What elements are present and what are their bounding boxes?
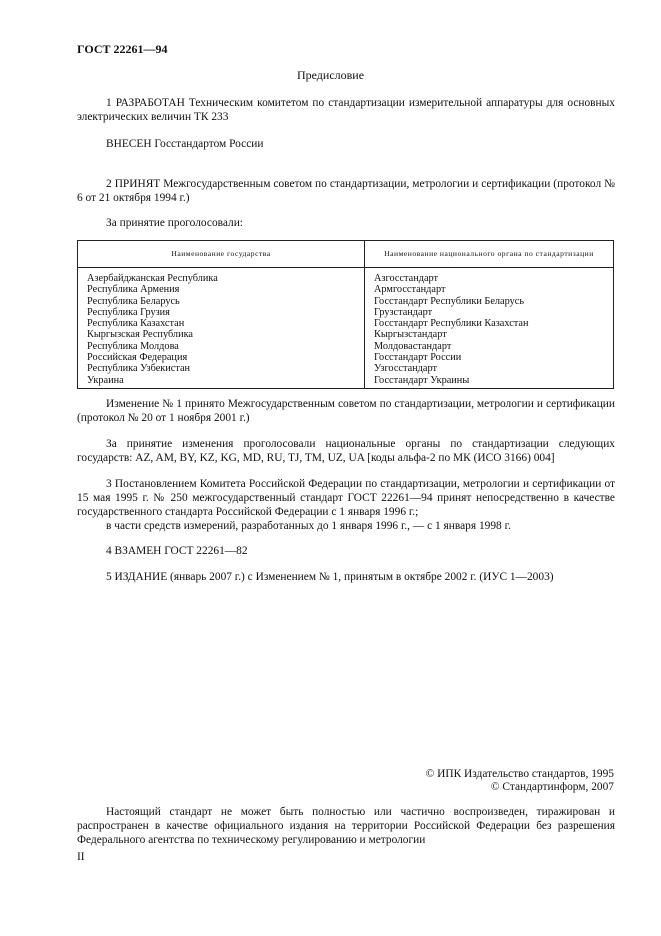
paragraph-adopted [77,177,615,205]
paragraph-voted [77,216,615,230]
standards-body-name: Кыргызстандарт [374,329,447,341]
document-id-header: ГОСТ 22261—94 [77,42,168,56]
edition-text: 5 ИЗДАНИЕ (январь 2007 г.) с Изменением № 1, принятым в октябре 2002 г. (ИУС 1—2003) [106,571,554,583]
introduced-text: ВНЕСЕН Госстандартом России [106,138,264,150]
voted-text: За принятие проголосовали: [106,217,243,229]
state-name: Республика Беларусь [87,295,180,307]
paragraph-amendment [77,397,615,425]
state-name: Украина [87,374,124,386]
standards-body-name: Госстандарт Украины [374,374,470,386]
standards-body-name: Азгосстандарт [374,273,439,284]
paragraph-replaces [77,544,615,558]
state-name: Республика Грузия [87,306,170,318]
standards-body-name: Армгосстандарт [374,284,446,296]
state-name: Российская Федерация [87,352,188,364]
paragraph-introduced [77,137,615,151]
paragraph-resolution [77,477,615,533]
state-name: Республика Казахстан [87,318,185,330]
copyright-block [426,768,614,794]
paragraph-developed [77,96,615,124]
standards-body-name: Молдовастандарт [374,340,452,352]
paragraph-amendment-votes [77,437,615,465]
resolution-note: в части средств измерений, разработанных до 1 января 1996 г., — с 1 января 1998 г. [106,520,511,532]
voting-states-table [77,240,614,389]
table-row [78,268,614,389]
state-name: Республика Молдова [87,340,179,352]
standards-body-name: Грузстандарт [374,306,433,318]
section-title: Предисловие [296,68,365,82]
state-column [78,268,365,389]
state-name: Азербайджанская Республика [87,273,218,284]
copyright-line: © Стандартинформ, 2007 [490,781,614,793]
state-name: Кыргызская Республика [87,329,194,341]
page-number: II [77,851,85,863]
state-name: Республика Узбекистан [87,363,191,375]
copyright-line: © ИПК Издательство стандартов, 1995 [425,768,614,780]
standards-body-name: Узгосстандарт [374,363,437,375]
paragraph-edition [77,570,615,584]
paragraph-notice [77,805,615,847]
notice-text: Настоящий стандарт не может быть полностью или частично воспроизведен, тиражирован и распространен в качестве официального издания на территории Российской Федерации без разрешения Федерального агентства по техническому регулированию и метрологии [77,806,615,846]
standards-body-name: Госстандарт России [374,352,462,364]
resolution-text: 3 Постановлением Комитета Российской Федерации по стандартизации, метрологии и сертификации от 15 мая 1995 г. № 250 межгосударственный стандарт ГОСТ 22261—94 принят непосредственно в качестве государственного стандарта Российской Федерации с 1 января 1996 г.; [77,478,615,518]
table-header-row [78,241,614,268]
adopted-text: 2 ПРИНЯТ Межгосударственным советом по стандартизации, метрологии и сертификации (протокол № 6 от 21 октября 1994 г.) [77,178,615,204]
standards-body-name: Госстандарт Республики Беларусь [374,295,525,307]
developed-text: 1 РАЗРАБОТАН Техническим комитетом по стандартизации измерительной аппаратуры для основных электрических величин ТК 233 [77,97,615,123]
body-column [365,268,614,389]
amendment-text: Изменение № 1 принято Межгосударственным советом по стандартизации, метрологии и сертификации (протокол № 20 от 1 ноября 2001 г.) [77,398,615,424]
state-name: Республика Армения [87,284,180,296]
amendment-votes-text: За принятие изменения проголосовали национальные органы по стандартизации следующих государств: AZ, AM, BY, KZ, KG, MD, RU, TJ, TM, UZ, UA [коды альфа-2 по МК (ИСО 3166) 004] [77,438,615,464]
column-header-body: Наименование национального органа по стандартизации [365,241,614,268]
standards-body-name: Госстандарт Республики Казахстан [374,318,529,330]
replaces-text: 4 ВЗАМЕН ГОСТ 22261—82 [106,545,248,557]
column-header-state: Наименование государства [78,241,365,268]
